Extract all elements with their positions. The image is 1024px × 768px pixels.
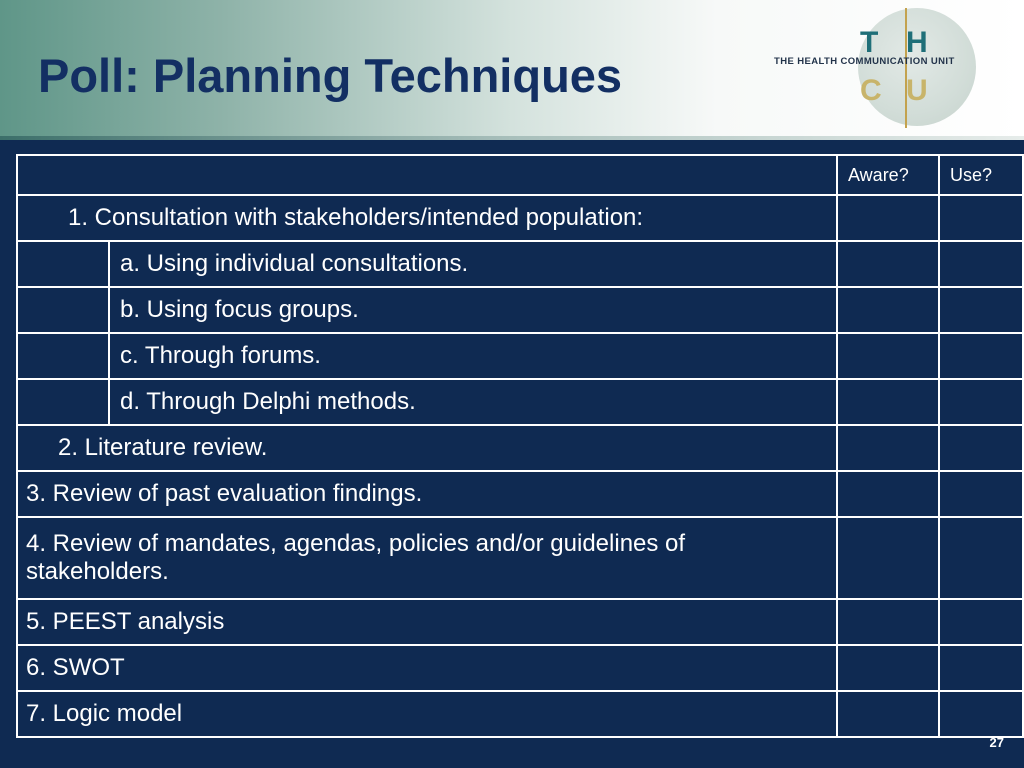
logo-letter-h: H — [906, 26, 928, 59]
row-label: 4. Review of mandates, agendas, policies and/or guidelines of stakeholders. — [17, 517, 837, 599]
row-label: d. Through Delphi methods. — [109, 379, 837, 425]
indent-cell — [17, 241, 109, 287]
use-cell[interactable] — [939, 425, 1023, 471]
page-number: 27 — [989, 735, 1004, 750]
logo-letter-c: C — [860, 74, 882, 107]
use-cell[interactable] — [939, 195, 1023, 241]
row-label: a. Using individual consultations. — [109, 241, 837, 287]
table-row — [17, 379, 1023, 425]
table-row — [17, 241, 1023, 287]
row-label: 1. Consultation with stakeholders/intended population: — [17, 195, 837, 241]
row-label: 7. Logic model — [17, 691, 837, 737]
aware-cell[interactable] — [837, 425, 939, 471]
aware-cell[interactable] — [837, 195, 939, 241]
use-cell[interactable] — [939, 379, 1023, 425]
use-cell[interactable] — [939, 287, 1023, 333]
row-label: 6. SWOT — [17, 645, 837, 691]
row-label: 3. Review of past evaluation findings. — [17, 471, 837, 517]
table-row — [17, 333, 1023, 379]
aware-cell[interactable] — [837, 691, 939, 737]
logo-wordmark: THE HEALTH COMMUNICATION UNIT — [774, 56, 955, 67]
table-row — [17, 517, 1023, 599]
table-row — [17, 645, 1023, 691]
aware-cell[interactable] — [837, 333, 939, 379]
aware-cell[interactable] — [837, 287, 939, 333]
row-label: c. Through forums. — [109, 333, 837, 379]
table-row — [17, 287, 1023, 333]
header-divider — [0, 136, 1024, 140]
aware-cell[interactable] — [837, 517, 939, 599]
use-cell[interactable] — [939, 241, 1023, 287]
row-label: 2. Literature review. — [17, 425, 837, 471]
use-cell[interactable] — [939, 333, 1023, 379]
aware-cell[interactable] — [837, 471, 939, 517]
use-cell[interactable] — [939, 471, 1023, 517]
indent-cell — [17, 287, 109, 333]
header-blank-cell — [17, 155, 837, 195]
indent-cell — [17, 333, 109, 379]
aware-cell[interactable] — [837, 645, 939, 691]
use-cell[interactable] — [939, 691, 1023, 737]
row-label: b. Using focus groups. — [109, 287, 837, 333]
table-row — [17, 425, 1023, 471]
use-cell[interactable] — [939, 517, 1023, 599]
row-label: 5. PEEST analysis — [17, 599, 837, 645]
aware-cell[interactable] — [837, 241, 939, 287]
use-cell[interactable] — [939, 645, 1023, 691]
aware-cell[interactable] — [837, 599, 939, 645]
logo-letter-u: U — [906, 74, 928, 107]
page-title: Poll: Planning Techniques — [38, 49, 623, 102]
aware-cell[interactable] — [837, 379, 939, 425]
use-column-header: Use? — [939, 155, 1023, 195]
table-row — [17, 599, 1023, 645]
poll-table — [16, 154, 1024, 738]
aware-column-header: Aware? — [837, 155, 939, 195]
table-row — [17, 471, 1023, 517]
table-header-row — [17, 155, 1023, 195]
use-cell[interactable] — [939, 599, 1023, 645]
logo-letter-t: T — [860, 26, 879, 59]
table-row — [17, 691, 1023, 737]
thcu-logo — [770, 6, 1020, 130]
indent-cell — [17, 379, 109, 425]
table-row — [17, 195, 1023, 241]
